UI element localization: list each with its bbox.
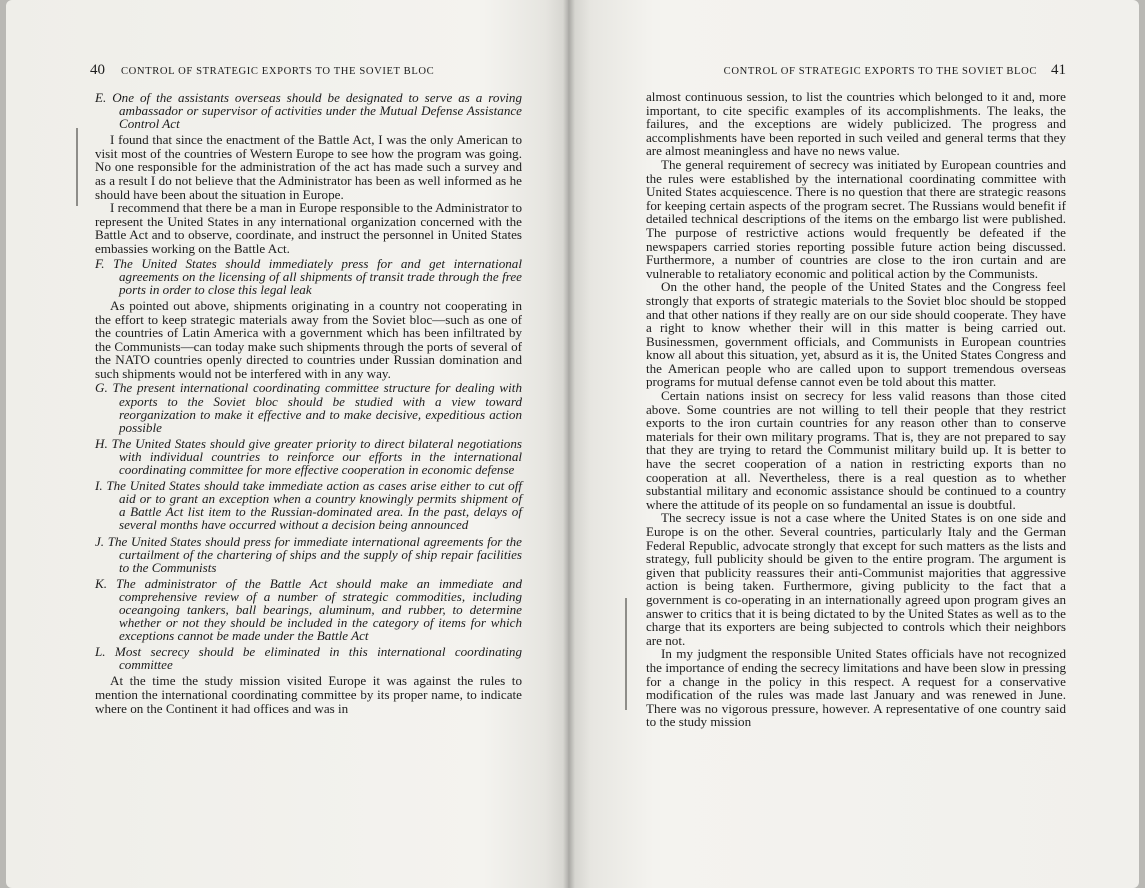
recommendation-heading: E. One of the assistants overseas should be designated to serve as a roving ambassador or supervisor of activities under the Mutual Defense Assistance Control Act	[95, 90, 522, 132]
body-paragraph: The general requirement of secrecy was initiated by European countries and the rules were established by the international coordinating committee with United States acquiescence. There is no question that there are strategic reasons for keeping certain aspects of the program secret. The Russians would benefit if detailed technical descriptions of the items on the embargo list were published. The purpose of restrictive actions would frequently be defeated if the newspapers carried stories reporting possible future action being discussed. Furthermore, a number of countries are close to the iron curtain and are vulnerable to retaliatory economic and political action by the Communists.	[646, 156, 1066, 281]
body-paragraph: In my judgment the responsible United States officials have not recognized the importance of ending the secrecy limitations and have been slow in pressing for a change in the policy in this respect. A request for a conservative modification of the rules was made last January and was renewed in June. There was no vigorous pressure, however. A representative of one country said to the study mission	[646, 646, 1066, 730]
left-head-title: CONTROL OF STRATEGIC EXPORTS TO THE SOVIET BLOC	[121, 66, 435, 77]
body-paragraph: I found that since the enactment of the Battle Act, I was the only American to visit most of the countries of Western Europe to see how the program was going. No one responsible for the administration of the act has made such a survey and as a result I do not believe that the Administrator has been as well informed as he should have been about the situation in Europe.	[95, 132, 522, 202]
margin-change-bar	[625, 598, 627, 710]
left-page-number: 40	[90, 62, 105, 78]
body-paragraph: Certain nations insist on secrecy for less valid reasons than those cited above. Some countries are not willing to tell their people that they restrict exports to the iron curtain countries for any reason other than to conserve materials for their own military programs. That is, they are not prepared to say that they are trying to retard the Communist military build up. It is better to have the secret cooperation of a nation in restricting exports than no cooperation at all. Nevertheless, there is a real question as to whether substantial military and economic assistance should be continued to a country where the attitude of its people on so fundamental an issue is doubtful.	[646, 388, 1066, 512]
book-gutter	[563, 0, 575, 888]
recommendation-heading: F. The United States should immediately press for and get international agreements on the licensing of all shipments of transit trade through the free ports in order to close this legal leak	[95, 255, 522, 297]
left-page	[6, 0, 568, 888]
right-head-title: CONTROL OF STRATEGIC EXPORTS TO THE SOVIET BLOC	[723, 66, 1037, 77]
left-running-head	[90, 62, 434, 79]
body-paragraph: almost continuous session, to list the countries which belonged to it and, more important, to cite specific examples of its accomplishments. The leaks, the failures, and the exceptions are widely publicized. The progress and accomplishments have been reported in such veiled and general terms that they are almost meaningless and have no news value.	[646, 89, 1066, 159]
right-running-head	[724, 62, 1066, 79]
body-paragraph: As pointed out above, shipments originating in a country not cooperating in the effort to keep strategic materials away from the Soviet bloc—such as one of the countries of Latin America with a government which has been infiltrated by the Communists—can today make such shipments through the ports of several of the NATO countries openly directed to countries under Russian domination and such shipments would not be interfered with in any way.	[95, 297, 522, 381]
margin-change-bar	[76, 128, 78, 206]
recommendation-heading: K. The administrator of the Battle Act should make an immediate and comprehensive review of a number of strategic commodities, including oceangoing tankers, ball bearings, aluminum, and rubber, to determine whether or not they should be included in the category of items for which exceptions cannot be made under the Battle Act	[95, 575, 522, 644]
body-paragraph: I recommend that there be a man in Europe responsible to the Administrator to represent the United States in any international organization concerned with the Battle Act and to observe, coordinate, and instruct the personnel in United States embassies working on the Battle Act.	[95, 200, 522, 257]
left-page-body	[95, 90, 522, 715]
recommendation-heading: J. The United States should press for immediate international agreements for the curtailment of the chartering of ships and the supply of ship repair facilities to the Communists	[95, 533, 522, 575]
recommendation-heading: G. The present international coordinating committee structure for dealing with exports to the Soviet bloc should be studied with a view toward reorganization to make it effective and to make decisive, expeditious action possible	[95, 380, 522, 435]
body-paragraph: The secrecy issue is not a case where the United States is on one side and Europe is on the other. Several countries, particularly Italy and the German Federal Republic, advocate strongly that except for such matters as the lists and strategy, full publicity should be given to the entire program. The argument is given that publicity reassures their anti-Communist majorities that aggressive action is being taken. Furthermore, giving publicity to the fact that a government is co-operating in an internationally agreed upon program gives an answer to critics that it is being dictated to by the United States as well as to the charge that its exporters are being subjected to controls which their neighbors are not.	[646, 510, 1066, 648]
recommendation-heading: I. The United States should take immediate action as cases arise either to cut off aid or to grant an exception when a country knowingly permits shipment of a Battle Act list item to the Russian-dominated area. In the past, delays of several months have occurred without a decision being announced	[95, 478, 522, 533]
right-page-body	[646, 90, 1066, 729]
body-paragraph: At the time the study mission visited Europe it was against the rules to mention the international coordinating committee by its proper name, to indicate where on the Continent it had offices and was in	[95, 673, 522, 716]
right-page	[568, 0, 1139, 888]
recommendation-heading: H. The United States should give greater priority to direct bilateral negotiations with individual countries to reinforce our efforts in the international coordinating committee for more effective cooperation in economic defense	[95, 435, 522, 478]
right-page-number: 41	[1051, 62, 1066, 78]
recommendation-heading: L. Most secrecy should be eliminated in this international coordinating committee	[95, 644, 522, 673]
body-paragraph: On the other hand, the people of the United States and the Congress feel strongly that exports of strategic materials to the Soviet bloc should be stopped and that other nations if they really are on our side should cooperate. They have a right to know whether their will in this matter is being carried out. Businessmen, government officials, and Communists in European countries know all about this situation, yet, absurd as it is, the United States Congress and the American people who are called upon to support tremendous overseas programs for mutual defense cannot even be told about this matter.	[646, 279, 1066, 390]
